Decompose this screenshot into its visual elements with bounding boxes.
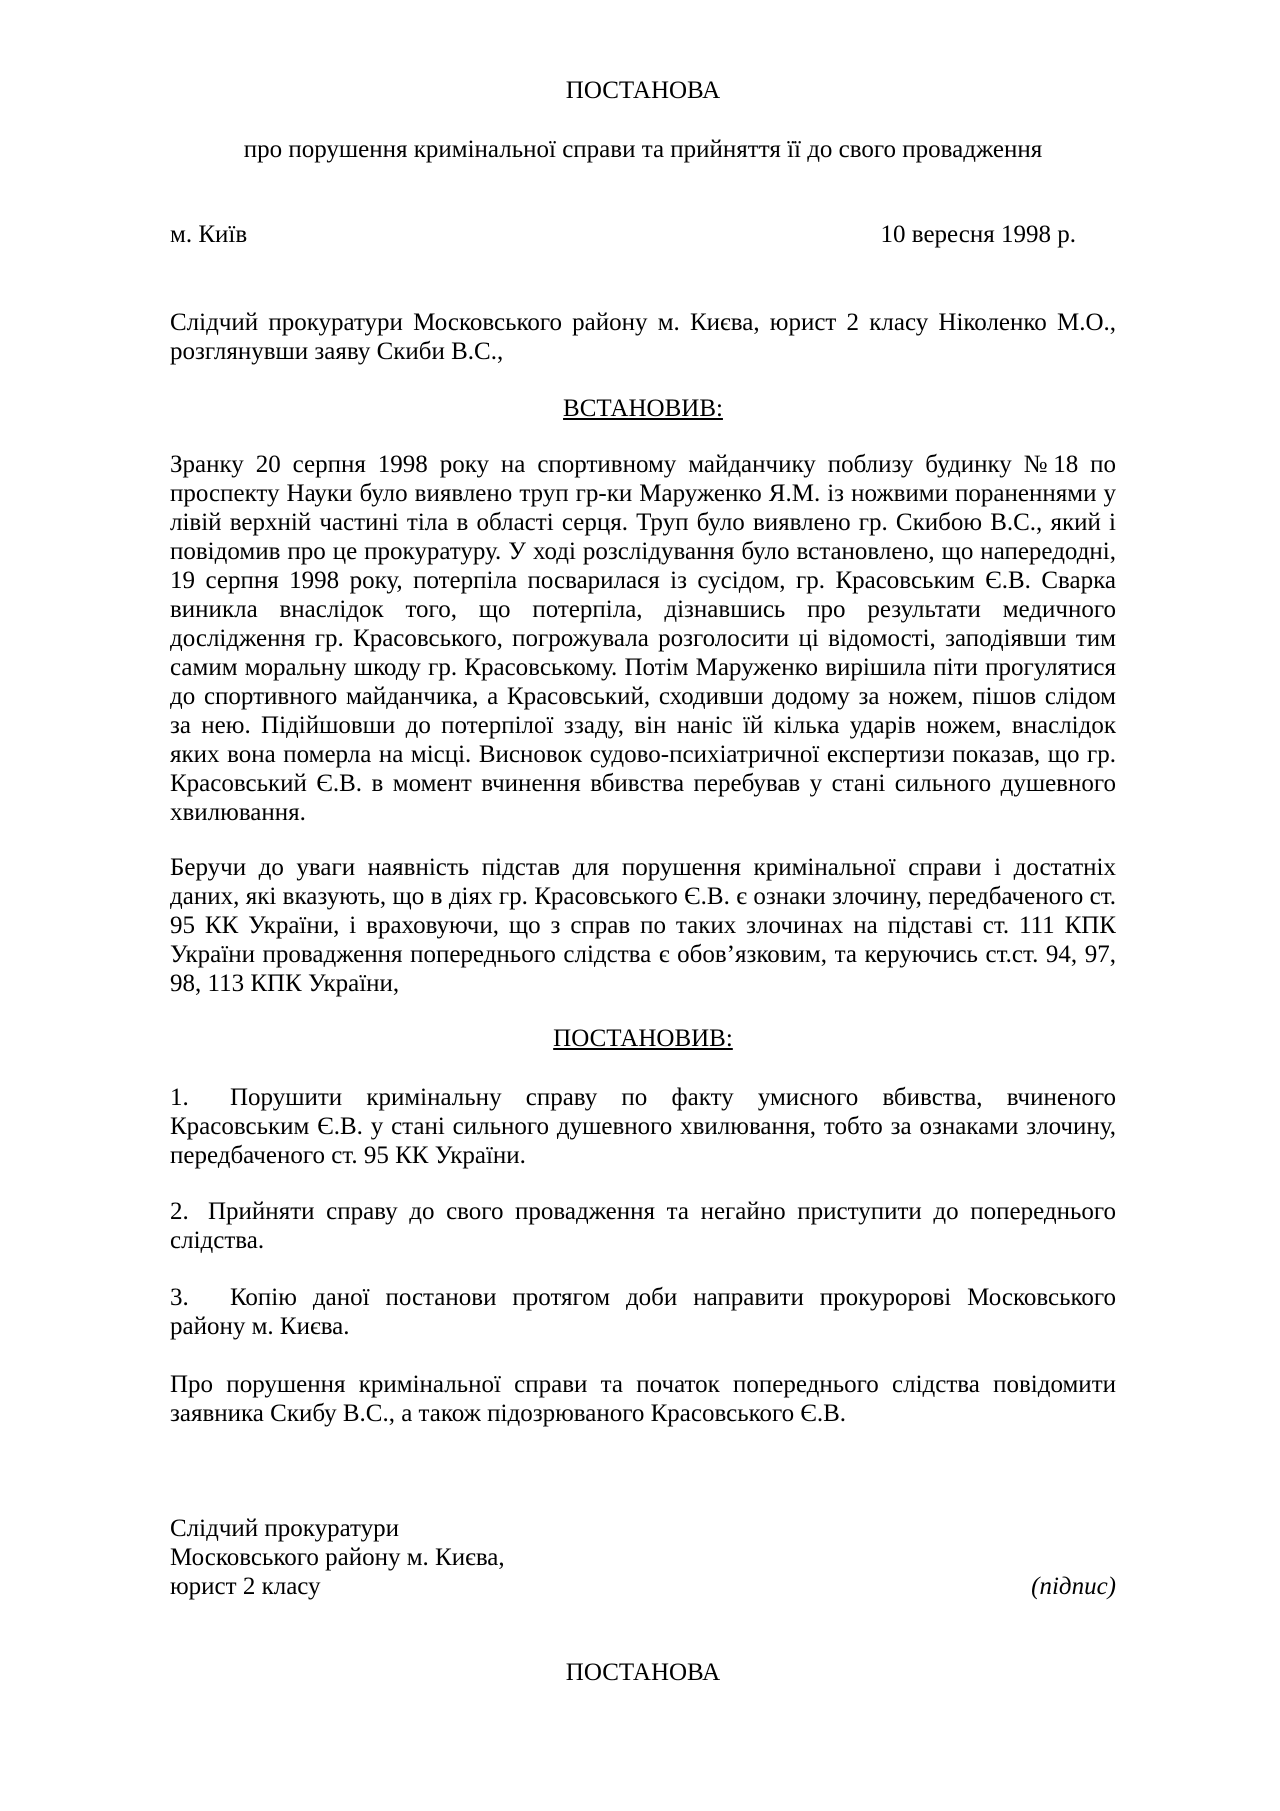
resolution-item-1 xyxy=(170,1083,1116,1170)
signature-line-1: Слідчий прокуратури xyxy=(170,1515,399,1542)
date: 10 вересня 1998 р. xyxy=(880,221,1076,248)
item-number: 2. xyxy=(170,1198,189,1225)
place: м. Київ xyxy=(170,221,248,248)
established-paragraph: Зранку 20 серпня 1998 року на спортивному майданчику поблизу будинку №18 по проспекту Науки було виявлено труп гр-ки Маруженко Я.М. із ножвими пораненнями у лівій верхній частині тіла в області серця. Труп було виявлено гр. Скибою В.С., який і повідомив про це прокуратуру. У ході розслідування було встановлено, що напередодні, 19 серпня 1998 року, потерпіла посварилася із сусідом, гр. Красовським Є.В. Сварка виникла внаслідок того, що потерпіла, дізнавшись про результати медичного дослідження гр. Красовського, погрожувала розголосити ці відомості, заподіявши тим самим моральну шкоду гр. Красовському. Потім Маруженко вирішила піти прогулятися до спортивного майданчика, а Красовський, сходивши додому за ножем, пішов слідом за нею. Підійшовши до потерпілої ззаду, він наніс їй кілька ударів ножем, внаслідок яких вона померла на місці. Висновок судово-психіатричної експертизи показав, що гр. Красовський Є.В. в момент вчинення вбивства перебував у стані сильного душевного хвилювання. xyxy=(170,451,1116,826)
resolution-item-2 xyxy=(170,1197,1116,1255)
signature-line-2: Московського району м. Києва, xyxy=(170,1544,505,1571)
resolved-heading xyxy=(170,1024,1116,1053)
established-heading-text: ВСТАНОВИВ: xyxy=(563,395,723,422)
resolution-item-3 xyxy=(170,1283,1116,1341)
grounds-paragraph: Беручи до уваги наявність підстав для порушення кримінальної справи і достатніх даних, які вказують, що в діях гр. Красовського Є.В. є ознаки злочину, передбаченого ст. 95 КК України, і враховуючи, що з справ по таких злочинах на підставі ст. 111 КПК України провадження попереднього слідства є обов’язковим, та керуючись ст.ст. 94, 97, 98, 113 КПК України, xyxy=(170,854,1116,997)
intro-paragraph: Слідчий прокуратури Московського району м. Києва, юрист 2 класу Ніколенко М.О., розглянувши заяву Скиби В.С., xyxy=(170,309,1116,365)
document-title: ПОСТАНОВА xyxy=(565,77,721,104)
signature-line-3: юрист 2 класу xyxy=(170,1573,321,1600)
signature-placeholder: (підпис) xyxy=(1031,1573,1116,1600)
item-number: 3. xyxy=(170,1284,189,1311)
resolved-heading-text: ПОСТАНОВИВ: xyxy=(553,1025,733,1052)
item-number: 1. xyxy=(170,1084,189,1111)
next-document-title: ПОСТАНОВА xyxy=(565,1659,721,1686)
signature-line-3-row xyxy=(170,1572,1116,1601)
established-heading xyxy=(170,394,1116,423)
item-text: Порушити кримінальну справу по факту умисного вбивства, вчиненого Красовським Є.В. у стані сильного душевного хвилювання, тобто за ознаками злочину, передбаченого ст. 95 КК України. xyxy=(170,1084,1116,1169)
signature-block xyxy=(170,1514,1116,1601)
item-text: Прийняти справу до свого провадження та негайно приступити до попереднього слідства. xyxy=(170,1198,1116,1254)
document-subtitle: про порушення кримінальної справи та прийняття її до свого провадження xyxy=(243,136,1043,163)
item-text: Копію даної постанови протягом доби направити прокуророві Московського району м. Києва. xyxy=(170,1284,1116,1340)
notice-paragraph: Про порушення кримінальної справи та початок попереднього слідства повідомити заявника Скибу В.С., а також підозрюваного Красовського Є.В. xyxy=(170,1371,1116,1427)
place-date-row xyxy=(170,220,1116,249)
